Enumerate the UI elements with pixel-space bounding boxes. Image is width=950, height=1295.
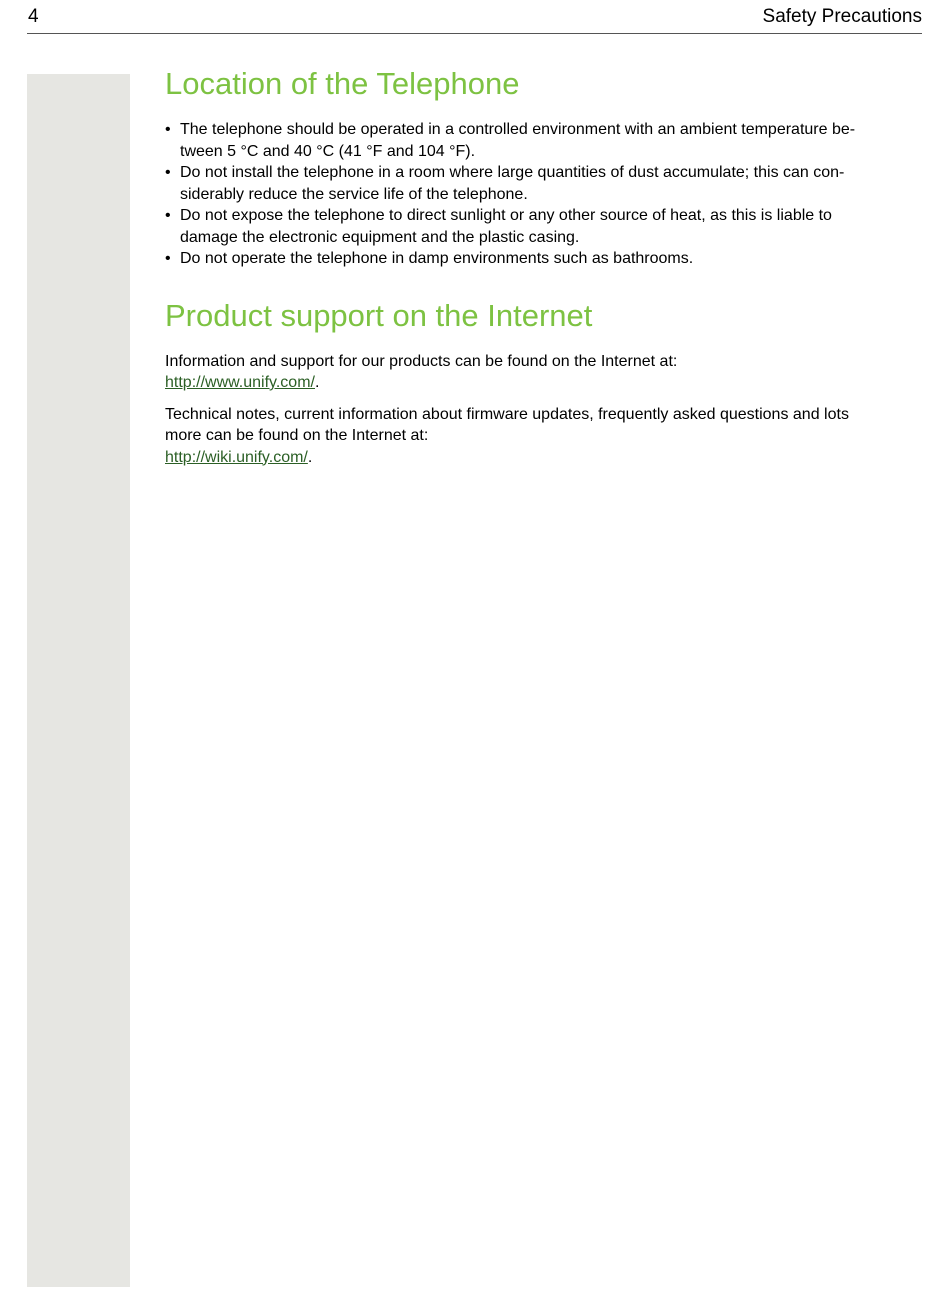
list-item [165, 205, 925, 248]
list-item-text: tween 5 °C and 40 °C (41 °F and 104 °F). [180, 142, 476, 160]
bullet-icon: • [165, 250, 171, 267]
list-item [165, 162, 925, 205]
list-item-text: siderably reduce the service life of the telephone. [180, 185, 528, 203]
list-item [165, 119, 925, 162]
wiki-paragraph [165, 404, 925, 469]
list-item-text: Do not operate the telephone in damp environments such as bathrooms. [180, 250, 694, 267]
page-number: 4 [28, 6, 39, 27]
bullet-icon: • [165, 207, 171, 224]
support-heading: Product support on the Internet [165, 297, 593, 333]
bullet-icon: • [165, 164, 171, 181]
page-header [27, 0, 922, 34]
page-content [165, 64, 925, 468]
support-text: Information and support for our products can be found on the Internet at: [165, 352, 678, 370]
wiki-text: Technical notes, current information about firmware updates, frequently asked questions and lots [165, 405, 849, 423]
list-item-text: The telephone should be operated in a controlled environment with an ambient temperature be- [180, 121, 856, 138]
list-item-text: damage the electronic equipment and the plastic casing. [180, 228, 580, 246]
link-suffix: . [307, 448, 313, 466]
bullet-icon: • [165, 121, 171, 138]
section-title: Safety Precautions [762, 6, 922, 27]
wiki-text: more can be found on the Internet at: [165, 427, 429, 444]
list-item [165, 248, 925, 270]
location-heading: Location of the Telephone [165, 66, 520, 101]
support-paragraph [165, 351, 925, 394]
location-list [165, 119, 925, 270]
list-item-text: Do not expose the telephone to direct sunlight or any other source of heat, as this is liable to [180, 207, 832, 224]
unify-wiki-link[interactable]: http://wiki.unify.com/ [165, 448, 308, 466]
sidebar-margin [27, 74, 130, 1287]
list-item-text: Do not install the telephone in a room where large quantities of dust accumulate; this can con- [180, 164, 845, 181]
unify-website-link[interactable]: http://www.unify.com/ [165, 374, 315, 391]
link-suffix: . [314, 374, 320, 391]
